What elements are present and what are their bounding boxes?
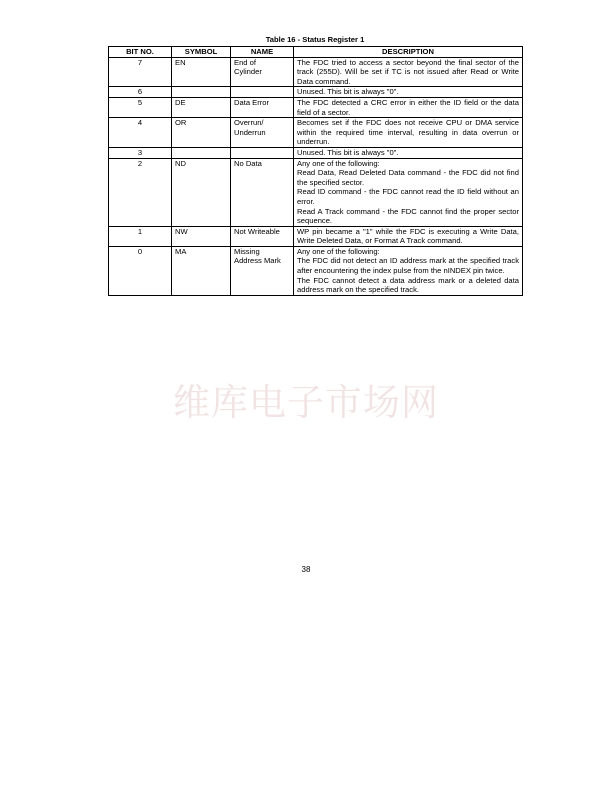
name-line: End of xyxy=(234,57,256,67)
description-cell xyxy=(294,87,523,98)
watermark: 维库电子市场网 xyxy=(173,381,439,424)
symbol-cell xyxy=(172,87,231,98)
symbol-cell: DE xyxy=(172,97,231,117)
symbol-cell: OR xyxy=(172,118,231,148)
name-line: No Data xyxy=(234,158,262,168)
description-paragraph: Any one of the following: xyxy=(297,246,380,256)
name-line: Address Mark xyxy=(234,256,281,266)
bit-number-cell: 6 xyxy=(109,87,172,98)
name-cell xyxy=(231,57,294,87)
description-cell xyxy=(294,226,523,246)
name-cell xyxy=(231,147,294,158)
column-header-name: NAME xyxy=(231,47,294,58)
description-paragraph: The FDC tried to access a sector beyond the final sector of the track (255D). Will be set if TC is not issued after Read or Write Data command. xyxy=(297,57,519,86)
name-line: Data Error xyxy=(234,97,270,107)
description-paragraph: Any one of the following: xyxy=(297,158,380,168)
bit-number-cell: 7 xyxy=(109,57,172,87)
name-cell xyxy=(231,246,294,295)
description-cell xyxy=(294,246,523,295)
description-paragraph: Read A Track command - the FDC cannot find the proper sector sequence. xyxy=(297,206,519,226)
table-body xyxy=(109,57,523,295)
bit-number-cell: 3 xyxy=(109,147,172,158)
symbol-cell xyxy=(172,147,231,158)
column-header-symbol: SYMBOL xyxy=(172,47,231,58)
description-paragraph: WP pin became a "1" while the FDC is executing a Write Data, Write Deleted Data, or Format A Track command. xyxy=(297,226,519,246)
table-row xyxy=(109,97,523,117)
description-cell xyxy=(294,118,523,148)
description-cell xyxy=(294,158,523,226)
description-cell xyxy=(294,57,523,87)
name-cell xyxy=(231,226,294,246)
description-paragraph: Read Data, Read Deleted Data command - the FDC did not find the specified sector. xyxy=(297,168,519,187)
bit-number-cell: 5 xyxy=(109,97,172,117)
column-header-bit: BIT NO. xyxy=(109,47,172,58)
bit-number-cell: 0 xyxy=(109,246,172,295)
column-header-description: DESCRIPTION xyxy=(294,47,523,58)
table-row xyxy=(109,158,523,226)
bit-number-cell: 1 xyxy=(109,226,172,246)
status-register-table xyxy=(108,46,523,296)
name-line: Missing xyxy=(234,246,260,256)
table-row xyxy=(109,87,523,98)
table-caption: Table 16 - Status Register 1 xyxy=(265,35,365,44)
description-cell xyxy=(294,147,523,158)
symbol-cell: MA xyxy=(172,246,231,295)
table-header-row xyxy=(109,47,523,58)
description-paragraph: Unused. This bit is always "0". xyxy=(297,87,399,97)
bit-number-cell: 4 xyxy=(109,118,172,148)
name-cell xyxy=(231,158,294,226)
name-line: Not Writeable xyxy=(234,226,280,236)
name-cell xyxy=(231,118,294,148)
description-paragraph: Unused. This bit is always "0". xyxy=(297,147,399,157)
table-row xyxy=(109,118,523,148)
description-paragraph: Read ID command - the FDC cannot read the ID field without an error. xyxy=(297,187,519,206)
table-row xyxy=(109,147,523,158)
table-row xyxy=(109,57,523,87)
table-row xyxy=(109,246,523,295)
description-paragraph: The FDC did not detect an ID address mark at the specified track after encountering the index pulse from the nINDEX pin twice. xyxy=(297,256,519,276)
table-row xyxy=(109,226,523,246)
description-paragraph: The FDC cannot detect a data address mark or a deleted data address mark on the specified track. xyxy=(297,275,519,295)
name-cell xyxy=(231,87,294,98)
bit-number-cell: 2 xyxy=(109,158,172,226)
name-cell xyxy=(231,97,294,117)
name-line: Overrun/ xyxy=(234,118,264,128)
description-paragraph: The FDC detected a CRC error in either the ID field or the data field of a sector. xyxy=(297,97,519,117)
page-number: 38 xyxy=(301,565,311,574)
description-cell xyxy=(294,97,523,117)
symbol-cell: EN xyxy=(172,57,231,87)
symbol-cell: NW xyxy=(172,226,231,246)
name-line: Cylinder xyxy=(234,67,262,77)
name-line: Underrun xyxy=(234,127,266,137)
symbol-cell: ND xyxy=(172,158,231,226)
description-paragraph: Becomes set if the FDC does not receive CPU or DMA service within the required time interval, resulting in data overrun or underrun. xyxy=(297,118,519,147)
